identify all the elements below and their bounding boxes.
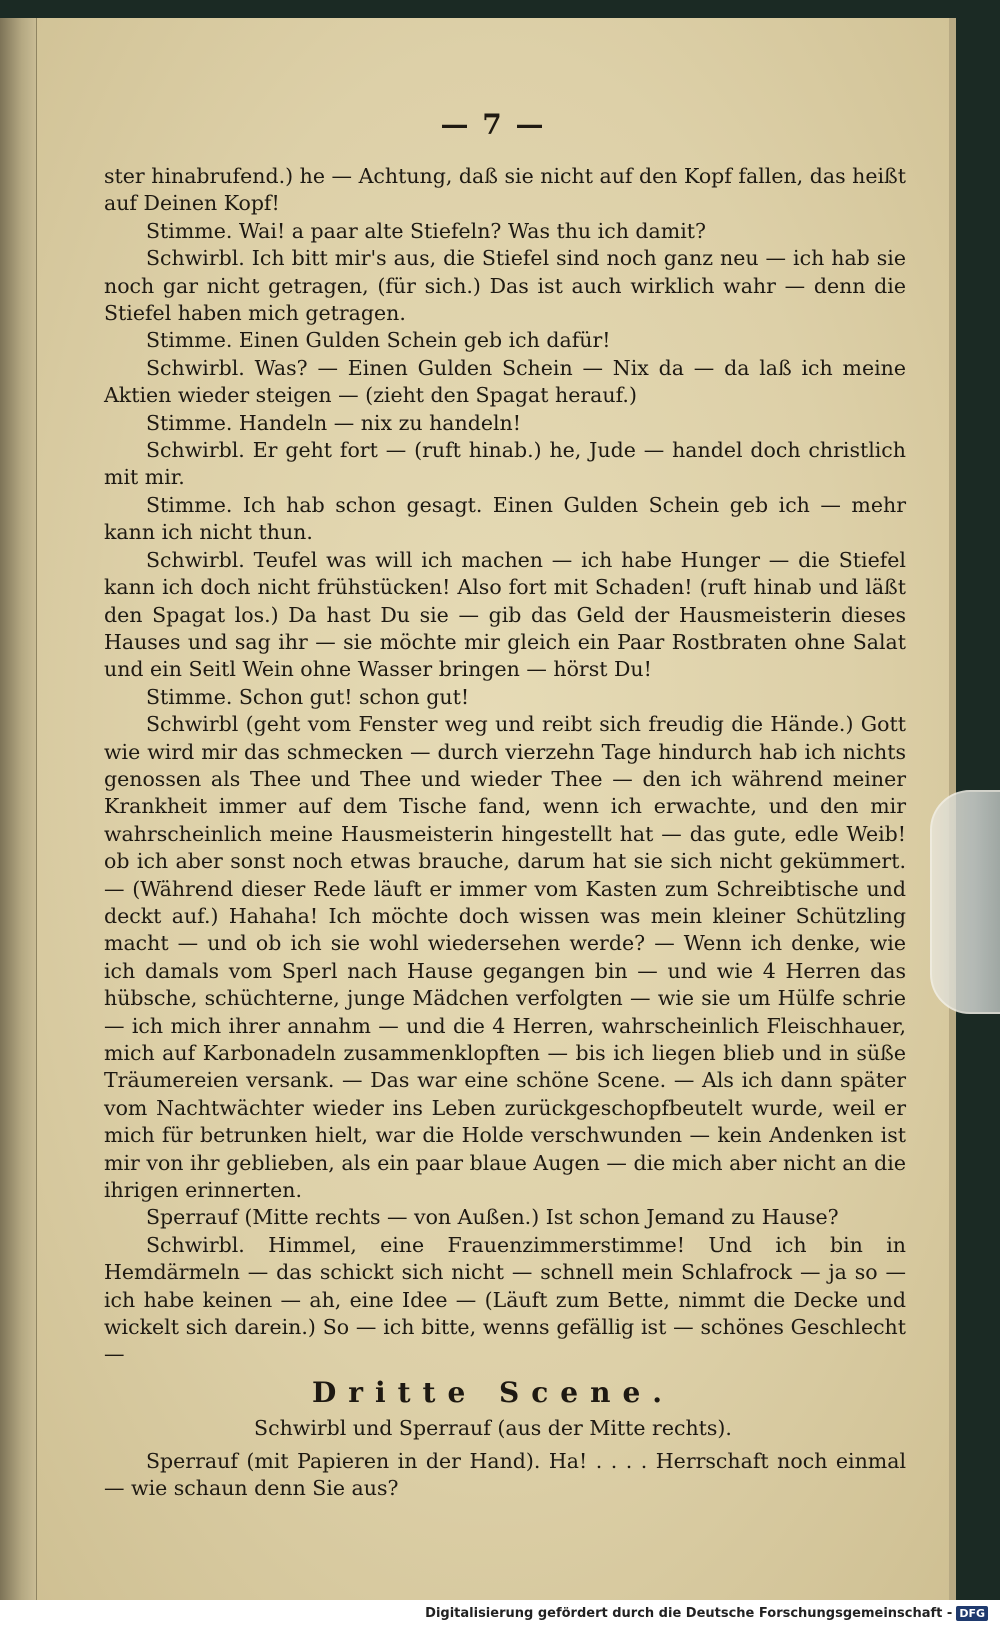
paragraph: Sperrauf (Mitte rechts — von Außen.) Ist schon Jemand zu Hause? xyxy=(146,1205,839,1230)
dfg-logo: DFG xyxy=(956,1606,988,1621)
body-text-continued xyxy=(104,1448,906,1503)
scanner-clip xyxy=(930,790,1000,1014)
paragraph: Sperrauf (mit Papieren in der Hand). Ha! . . . . Herrschaft noch einmal — wie schaun denn Sie aus? xyxy=(104,1449,906,1501)
paragraph: Stimme. Einen Gulden Schein geb ich dafür! xyxy=(146,328,611,353)
paragraph: Schwirbl. Er geht fort — (ruft hinab.) he, Jude — handel doch christlich mit mir. xyxy=(104,438,906,490)
paragraph: Schwirbl (geht vom Fenster weg und reibt sich freudig die Hände.) Gott wie wird mir das schmecken — durch vierzehn Tage hindurch hab ich nichts genossen als Thee und Thee und wieder Thee — den ich während meiner Krankheit immer auf dem Tische fand, wenn ich erwachte, und den mir wahrscheinlich meine Hausmeisterin hingestellt hat — das gute, edle Weib! ob ich aber sonst noch etwas brauche, darum hat sie sich nicht gekümmert. — (Während dieser Rede läuft er immer vom Kasten zum Schreibtische und deckt auf.) Hahaha! Ich möchte doch wissen was mein kleiner Schützling macht — und ob ich sie wohl wiedersehen werde? — Wenn ich denke, wie ich damals vom Sperl nach Hause gegangen bin — und wie 4 Herren das hübsche, schüchterne, junge Mädchen verfolgten — wie sie um Hülfe schrie — ich mich ihrer annahm — und die 4 Herren, wahrscheinlich Fleischhauer, mich auf Karbonadeln zusammenklopften — bis ich liegen blieb und in süße Träumereien versank. — Das war eine schöne Scene. — Als ich dann später vom Nachtwächter wieder ins Leben zurückgeschopfbeutelt wurde, weil er mich für betrunken hielt, war die Holde verschwunden — kein Andenken ist mir von ihr geblieben, als ein paar blaue Augen — die mich aber nicht an die ihrigen erinnerten. xyxy=(104,712,906,1203)
scene-cast: Schwirbl und Sperrauf (aus der Mitte rechts). xyxy=(254,1416,732,1440)
paragraph: Stimme. Handeln — nix zu handeln! xyxy=(146,410,521,435)
paragraph: Schwirbl. Himmel, eine Frauenzimmerstimme! Und ich bin in Hemdärmeln — das schickt sich nicht — schnell mein Schlafrock — ja so — ich habe keinen — ah, eine Idee — (Läuft zum Bette, nimmt die Decke und wickelt sich darein.) So — ich bitte, wenns gefällig ist — schönes Geschlecht — xyxy=(104,1232,906,1367)
body-text xyxy=(104,163,906,1369)
paragraph: Schwirbl. Teufel was will ich machen — ich habe Hunger — die Stiefel kann ich doch nicht frühstücken! Also fort mit Schaden! (ruft hinab und läßt den Spagat los.) Da hast Du sie — gib das Geld der Hausmeisterin dieses Hauses und sag ihr — sie möchte mir gleich ein Paar Rostbraten ohne Salat und ein Seitl Wein ohne Wasser bringen — hörst Du! xyxy=(104,547,906,682)
page-number: — 7 — xyxy=(440,108,546,141)
paragraph: Schwirbl. Ich bitt mir's aus, die Stiefel sind noch ganz neu — ich hab sie noch gar nicht getragen, (für sich.) Das ist auch wirklich wahr — denn die Stiefel haben mich getragen. xyxy=(104,246,906,326)
footer-credit xyxy=(425,1606,988,1621)
paragraph: Stimme. Wai! a paar alte Stiefeln? Was thu ich damit? xyxy=(146,218,706,243)
scene-heading: Dritte Scene. xyxy=(311,1376,675,1409)
book-spine xyxy=(0,18,36,1600)
paragraph: ster hinabrufend.) he — Achtung, daß sie nicht auf den Kopf fallen, das heißt auf Deinen Kopf! xyxy=(104,164,906,216)
paragraph: Stimme. Schon gut! schon gut! xyxy=(146,684,470,709)
paragraph: Stimme. Ich hab schon gesagt. Einen Gulden Schein geb ich — mehr kann ich nicht thun. xyxy=(104,492,906,545)
book-page xyxy=(36,18,949,1600)
footer-text: Digitalisierung gefördert durch die Deutsche Forschungsgemeinschaft - xyxy=(425,1606,953,1621)
paragraph: Schwirbl. Was? — Einen Gulden Schein — Nix da — da laß ich meine Aktien wieder steigen — (zieht den Spagat herauf.) xyxy=(104,355,906,408)
